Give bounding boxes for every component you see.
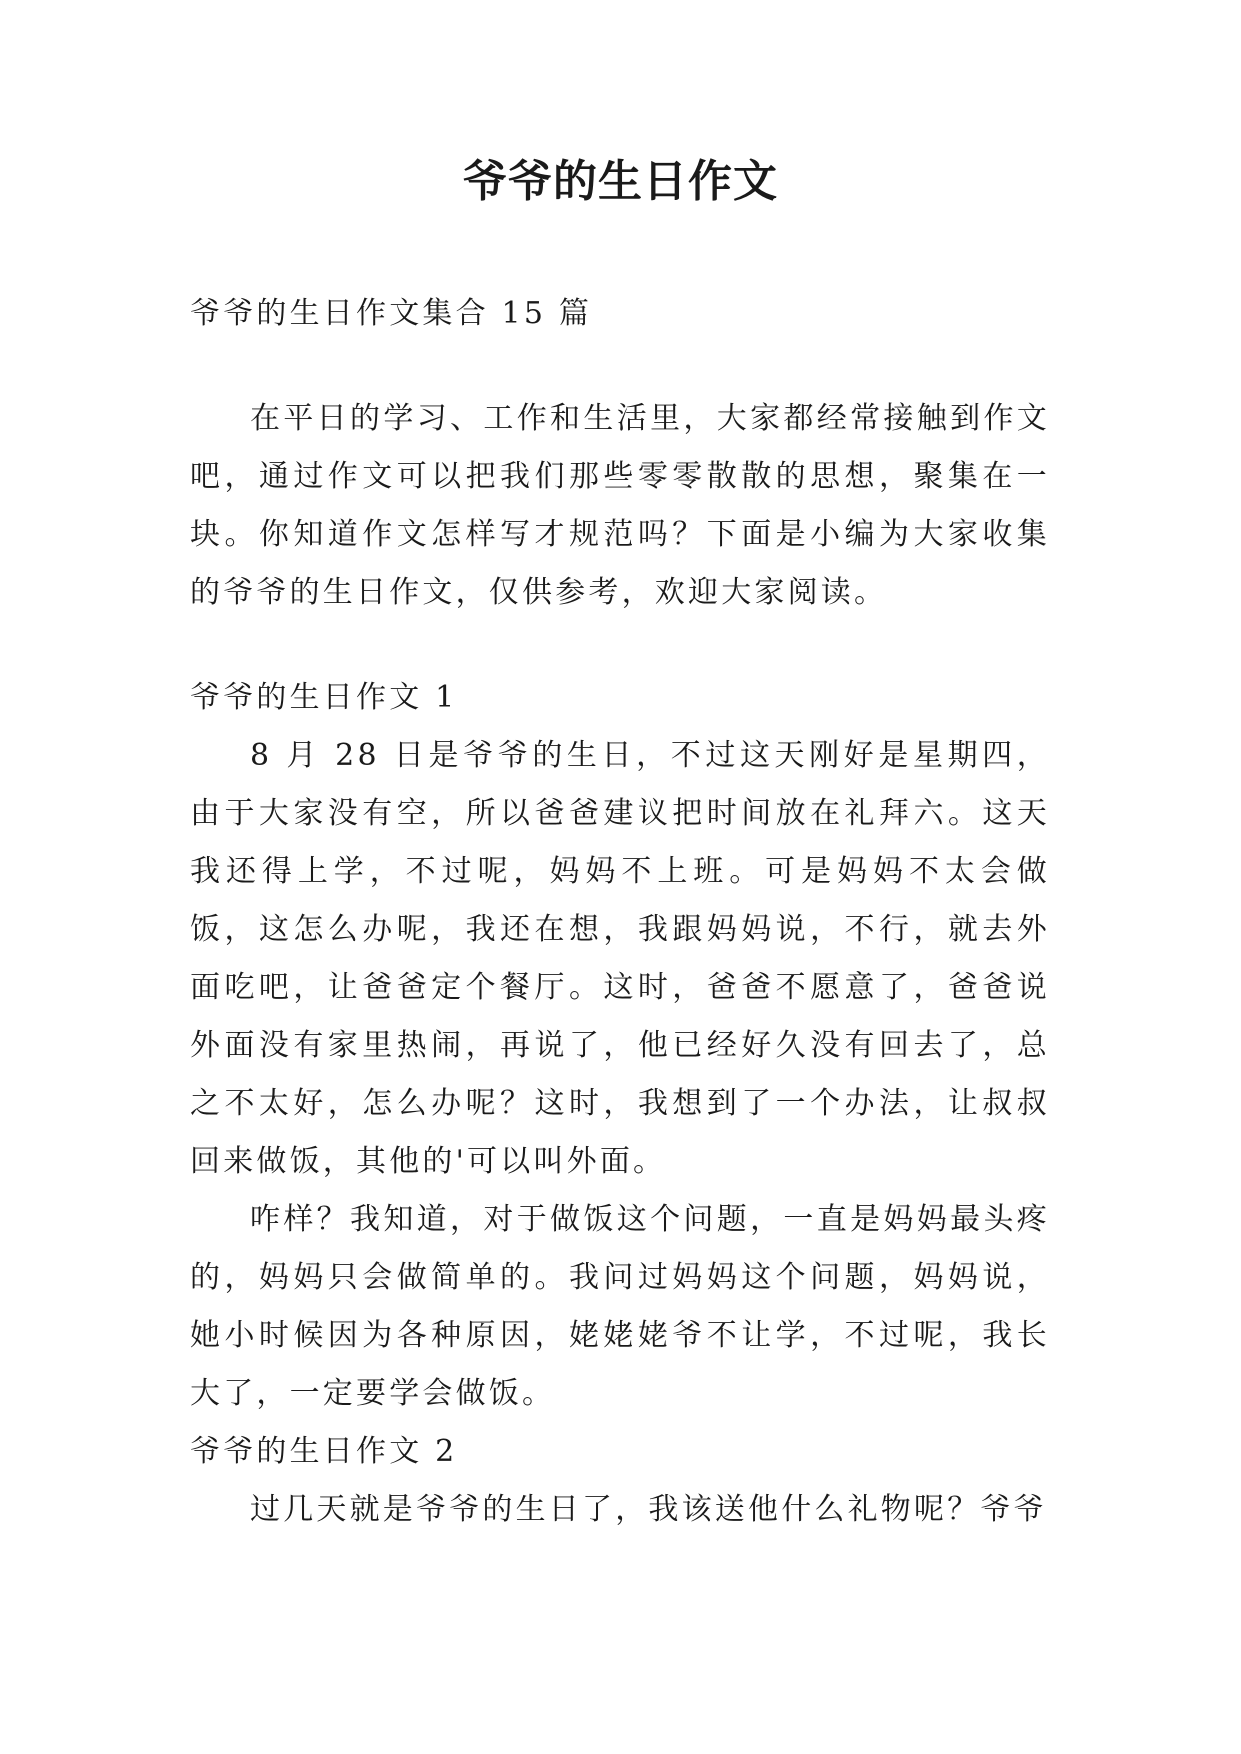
document-subtitle: 爷爷的生日作文集合 15 篇 <box>190 296 593 331</box>
document-body <box>190 285 1050 1539</box>
section-heading-2: 爷爷的生日作文 2 <box>190 1434 458 1469</box>
intro-paragraph: 在平日的学习、工作和生活里，大家都经常接触到作文吧，通过作文可以把我们那些零零散散的思想，聚集在一块。你知道作文怎样写才规范吗？下面是小编为大家收集的爷爷的生日作文，仅供参考，欢迎大家阅读。 <box>190 401 1050 610</box>
section-heading-1: 爷爷的生日作文 1 <box>190 680 458 715</box>
document-title: 爷爷的生日作文 <box>463 156 778 207</box>
section-2-paragraph-1: 过几天就是爷爷的生日了，我该送他什么礼物呢？爷爷 <box>250 1492 1047 1527</box>
section-1-paragraph-2: 咋样？我知道，对于做饭这个问题，一直是妈妈最头疼的，妈妈只会做简单的。我问过妈妈这个问题，妈妈说，她小时候因为各种原因，姥姥姥爷不让学，不过呢，我长大了，一定要学会做饭。 <box>190 1202 1050 1411</box>
section-1-paragraph-1: 8 月 28 日是爷爷的生日，不过这天刚好是星期四，由于大家没有空，所以爸爸建议把时间放在礼拜六。这天我还得上学，不过呢，妈妈不上班。可是妈妈不太会做饭，这怎么办呢，我还在想，我跟妈妈说，不行，就去外面吃吧，让爸爸定个餐厅。这时，爸爸不愿意了，爸爸说外面没有家里热闹，再说了，他已经好久没有回去了，总之不太好，怎么办呢？这时，我想到了一个办法，让叔叔回来做饭，其他的'可以叫外面。 <box>190 738 1050 1179</box>
